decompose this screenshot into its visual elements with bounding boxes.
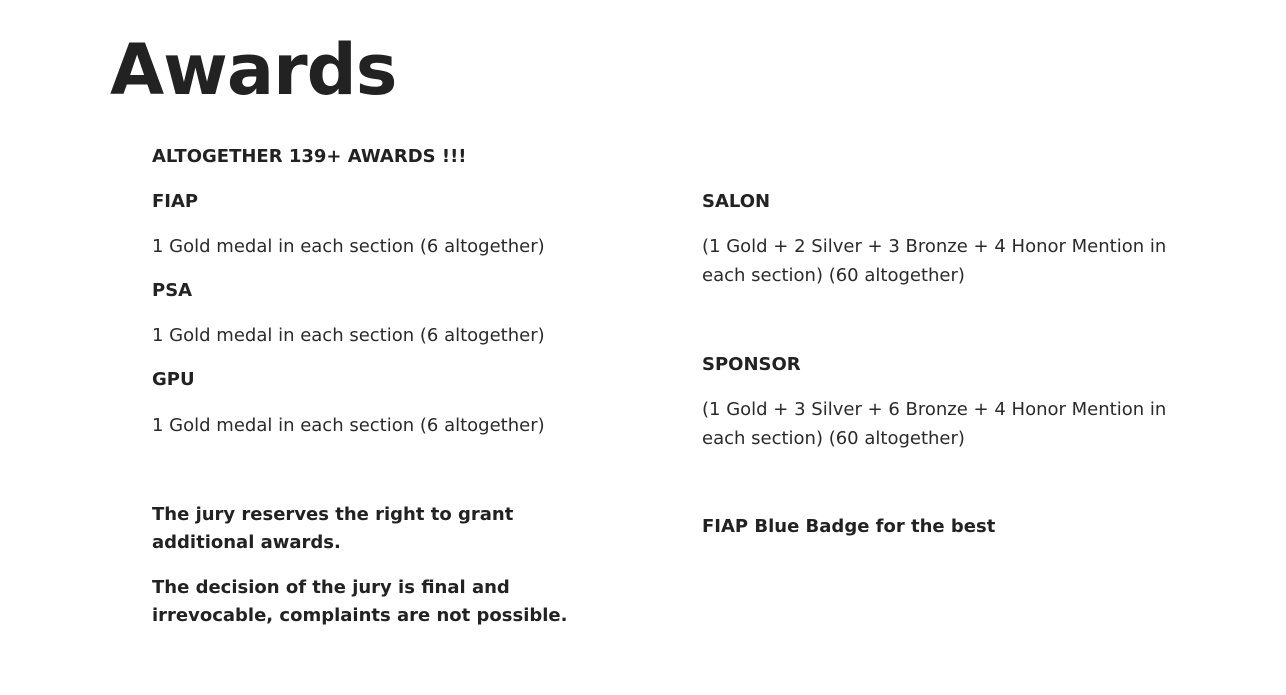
jury-decision-final-note: The decision of the jury is final and irrevocable, complaints are not possible. bbox=[152, 577, 568, 626]
fiap-heading: FIAP bbox=[152, 191, 199, 212]
fiap-awards-text: 1 Gold medal in each section (6 altogether) bbox=[152, 236, 545, 257]
awards-total: ALTOGETHER 139+ AWARDS !!! bbox=[152, 146, 467, 167]
page-title: Awards bbox=[110, 29, 397, 111]
gpu-heading: GPU bbox=[152, 369, 195, 390]
jury-additional-awards-note: The jury reserves the right to grant additional awards. bbox=[152, 504, 514, 553]
gpu-awards-text: 1 Gold medal in each section (6 altogether) bbox=[152, 415, 545, 436]
sponsor-awards-text: (1 Gold + 3 Silver + 6 Bronze + 4 Honor Mention in each section) (60 altogether) bbox=[702, 399, 1167, 449]
psa-heading: PSA bbox=[152, 280, 193, 301]
psa-awards-text: 1 Gold medal in each section (6 altogether) bbox=[152, 325, 545, 346]
salon-awards-text: (1 Gold + 2 Silver + 3 Bronze + 4 Honor Mention in each section) (60 altogether) bbox=[702, 236, 1167, 286]
sponsor-heading: SPONSOR bbox=[702, 354, 801, 375]
fiap-blue-badge-text: FIAP Blue Badge for the best bbox=[702, 516, 996, 537]
salon-heading: SALON bbox=[702, 191, 771, 212]
